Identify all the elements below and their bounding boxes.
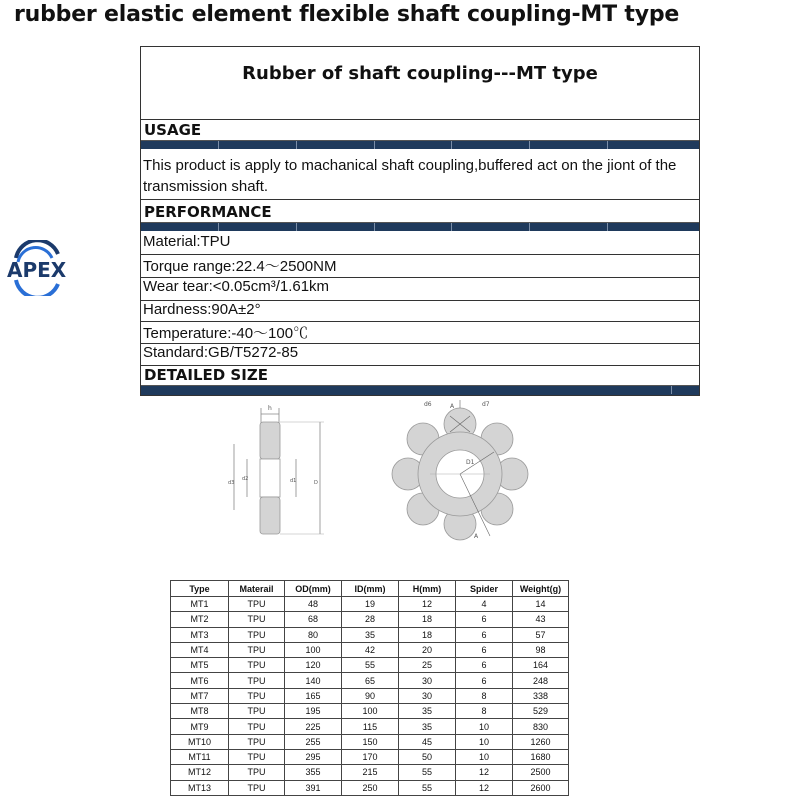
perf-temperature: Temperature:-40～100℃: [141, 322, 699, 344]
side-view-drawing: [220, 398, 330, 538]
table-cell: 42: [342, 642, 399, 657]
table-cell: 35: [342, 627, 399, 642]
column-header: Spider: [456, 581, 513, 597]
table-cell: 68: [285, 612, 342, 627]
table-cell: TPU: [229, 749, 285, 764]
spec-sheet: [140, 46, 700, 396]
table-cell: 10: [456, 734, 513, 749]
detailed-band: [141, 385, 699, 395]
table-cell: TPU: [229, 627, 285, 642]
table-cell: 215: [342, 765, 399, 780]
table-cell: 8: [456, 688, 513, 703]
table-cell: MT8: [171, 704, 229, 719]
table-cell: 35: [399, 704, 456, 719]
table-cell: 19: [342, 597, 399, 612]
table-cell: MT10: [171, 734, 229, 749]
label-d1: d1: [290, 478, 297, 484]
table-cell: MT12: [171, 765, 229, 780]
table-cell: MT3: [171, 627, 229, 642]
table-cell: 338: [513, 688, 569, 703]
table-cell: MT2: [171, 612, 229, 627]
table-cell: MT7: [171, 688, 229, 703]
table-cell: 170: [342, 749, 399, 764]
column-header: OD(mm): [285, 581, 342, 597]
table-cell: 1260: [513, 734, 569, 749]
table-row: [171, 719, 569, 734]
table-cell: 6: [456, 627, 513, 642]
table-cell: 120: [285, 658, 342, 673]
table-cell: 30: [399, 673, 456, 688]
apex-logo: [2, 240, 74, 296]
table-cell: TPU: [229, 734, 285, 749]
table-cell: 248: [513, 673, 569, 688]
performance-band: [141, 222, 699, 231]
label-h: h: [268, 405, 272, 412]
table-cell: MT11: [171, 749, 229, 764]
perf-material: Material:TPU: [141, 233, 699, 255]
spec-title: Rubber of shaft coupling---MT type: [242, 63, 598, 84]
table-cell: 225: [285, 719, 342, 734]
perf-torque: Torque range:22.4～2500NM: [141, 255, 699, 278]
table-cell: TPU: [229, 765, 285, 780]
perf-wear: Wear tear:<0.05cm³/1.61km: [141, 278, 699, 301]
table-cell: TPU: [229, 658, 285, 673]
table-cell: 164: [513, 658, 569, 673]
table-cell: TPU: [229, 642, 285, 657]
table-cell: 140: [285, 673, 342, 688]
table-cell: 55: [399, 765, 456, 780]
table-cell: 57: [513, 627, 569, 642]
table-cell: 195: [285, 704, 342, 719]
table-cell: TPU: [229, 719, 285, 734]
table-cell: 25: [399, 658, 456, 673]
table-cell: 2500: [513, 765, 569, 780]
table-cell: TPU: [229, 704, 285, 719]
front-view-drawing: [390, 396, 540, 546]
table-cell: 2600: [513, 780, 569, 795]
table-cell: 30: [399, 688, 456, 703]
table-cell: 150: [342, 734, 399, 749]
table-cell: 43: [513, 612, 569, 627]
table-cell: MT6: [171, 673, 229, 688]
table-cell: 80: [285, 627, 342, 642]
usage-band: [141, 140, 699, 149]
table-row: [171, 688, 569, 703]
table-body: [171, 597, 569, 796]
table-cell: 100: [342, 704, 399, 719]
table-cell: MT9: [171, 719, 229, 734]
table-cell: 6: [456, 673, 513, 688]
spec-header: [141, 47, 699, 120]
table-cell: 4: [456, 597, 513, 612]
table-cell: 250: [342, 780, 399, 795]
table-row: [171, 673, 569, 688]
table-cell: 28: [342, 612, 399, 627]
table-cell: TPU: [229, 780, 285, 795]
logo-text: APEX: [7, 258, 67, 282]
table-cell: MT1: [171, 597, 229, 612]
usage-divider: [141, 199, 699, 200]
label-d7: d7: [482, 401, 490, 408]
table-cell: 12: [456, 780, 513, 795]
table-cell: 10: [456, 719, 513, 734]
table-cell: TPU: [229, 597, 285, 612]
table-cell: 45: [399, 734, 456, 749]
table-cell: 830: [513, 719, 569, 734]
table-cell: 50: [399, 749, 456, 764]
table-cell: 165: [285, 688, 342, 703]
label-d3: d3: [228, 480, 235, 486]
table-cell: 55: [399, 780, 456, 795]
table-cell: 8: [456, 704, 513, 719]
table-row: [171, 765, 569, 780]
table-cell: 6: [456, 612, 513, 627]
column-header: Type: [171, 581, 229, 597]
table-header-row: [171, 581, 569, 597]
table-cell: 6: [456, 642, 513, 657]
table-cell: MT4: [171, 642, 229, 657]
table-cell: 355: [285, 765, 342, 780]
label-A-top: A: [450, 403, 455, 410]
label-A-bottom: A: [474, 533, 479, 540]
table-row: [171, 749, 569, 764]
table-cell: 12: [456, 765, 513, 780]
table-cell: 295: [285, 749, 342, 764]
table-cell: 12: [399, 597, 456, 612]
usage-heading: USAGE: [144, 121, 202, 139]
label-d6: d6: [424, 401, 432, 408]
table-cell: TPU: [229, 688, 285, 703]
table-cell: MT13: [171, 780, 229, 795]
table-cell: 18: [399, 612, 456, 627]
column-header: Weight(g): [513, 581, 569, 597]
table-cell: 35: [399, 719, 456, 734]
table-cell: MT5: [171, 658, 229, 673]
table-row: [171, 627, 569, 642]
table-cell: 14: [513, 597, 569, 612]
usage-text: This product is apply to machanical shaft coupling,buffered act on the jiont of the transmission shaft.: [143, 157, 677, 195]
column-header: Materail: [229, 581, 285, 597]
table-cell: 48: [285, 597, 342, 612]
column-header: H(mm): [399, 581, 456, 597]
column-header: ID(mm): [342, 581, 399, 597]
table-cell: 98: [513, 642, 569, 657]
table-cell: 529: [513, 704, 569, 719]
table-cell: 10: [456, 749, 513, 764]
table-row: [171, 780, 569, 795]
perf-hardness: Hardness:90A±2°: [141, 301, 699, 322]
table-cell: 55: [342, 658, 399, 673]
perf-standard: Standard:GB/T5272-85: [143, 344, 299, 361]
table-row: [171, 734, 569, 749]
table-cell: 18: [399, 627, 456, 642]
table-cell: 65: [342, 673, 399, 688]
table-cell: 115: [342, 719, 399, 734]
table-cell: 90: [342, 688, 399, 703]
table-cell: TPU: [229, 612, 285, 627]
table-cell: 20: [399, 642, 456, 657]
table-cell: 1680: [513, 749, 569, 764]
table-row: [171, 612, 569, 627]
table-cell: 255: [285, 734, 342, 749]
label-D1: D1: [466, 459, 475, 466]
size-table: [170, 580, 569, 796]
table-cell: 6: [456, 658, 513, 673]
table-cell: 100: [285, 642, 342, 657]
page-title: rubber elastic element flexible shaft coupling-MT type: [14, 2, 680, 27]
table-row: [171, 597, 569, 612]
detailed-heading: DETAILED SIZE: [144, 366, 268, 384]
table-cell: TPU: [229, 673, 285, 688]
label-D: D: [314, 480, 318, 486]
table-row: [171, 658, 569, 673]
table-row: [171, 704, 569, 719]
label-d2: d2: [242, 476, 249, 482]
table-cell: 391: [285, 780, 342, 795]
table-row: [171, 642, 569, 657]
performance-heading: PERFORMANCE: [144, 203, 272, 221]
